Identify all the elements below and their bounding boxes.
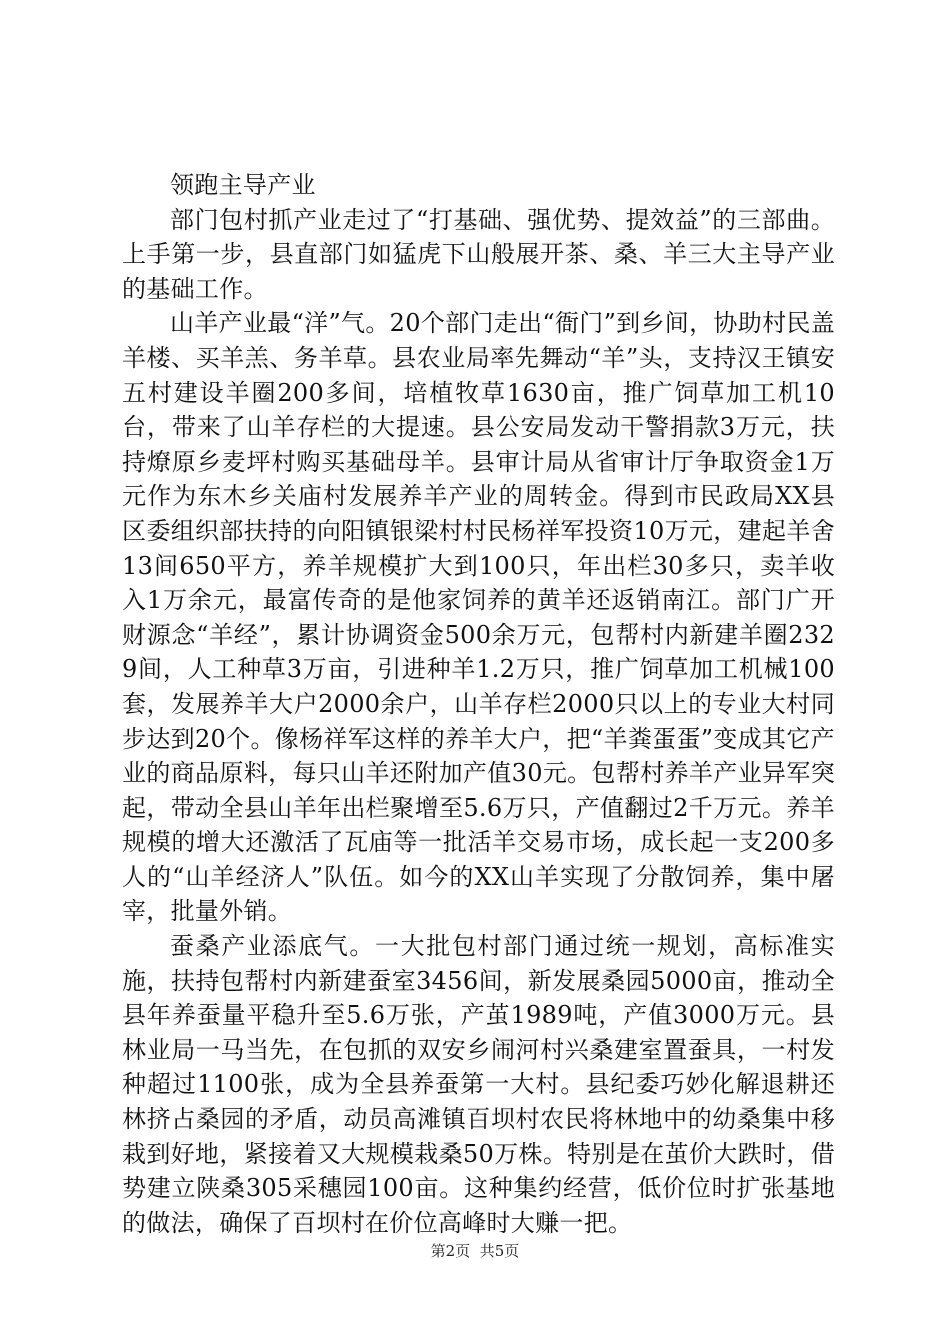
page-footer: [0, 1241, 950, 1261]
paragraph: 蚕桑产业添底气。一大批包村部门通过统一规划，高标准实施，扶持包帮村内新建蚕室3456间，新发展桑园5000亩，推动全县年养蚕量平稳升至5.6万张，产茧1989吨，产值3000万元。县林业局一马当先，在包抓的双安乡闹河村兴桑建室置蚕具，一村发种超过1100张，成为全县养蚕第一大村。县纪委巧妙化解退耕还林挤占桑园的矛盾，动员高滩镇百坝村农民将林地中的幼桑集中移栽到好地，紧接着又大规模栽桑50万株。特别是在茧价大跌时，借势建立陕桑305采穗园100亩。这种集约经营，低价位时扩张基地的做法，确保了百坝村在价位高峰时大赚一把。: [122, 932, 835, 1237]
paragraph: 山羊产业最“洋”气。20个部门走出“衙门”到乡间，协助村民盖羊楼、买羊羔、务羊草。县农业局率先舞动“羊”头，支持汉王镇安五村建设羊圈200多间，培植牧草1630亩，推广饲草加工机10台，带来了山羊存栏的大提速。县公安局发动干警捐款3万元，扶持燎原乡麦坪村购买基础母羊。县审计局从省审计厅争取资金1万元作为东木乡关庙村发展养羊产业的周转金。得到市民政局XX县区委组织部扶持的向阳镇银梁村村民杨祥军投资10万元，建起羊舍13间650平方，养羊规模扩大到100只，年出栏30多只，卖羊收入1万余元，最富传奇的是他家饲养的黄羊还返销南江。部门广开财源念“羊经”，累计协调资金500余万元，包帮村内新建羊圈2329间，人工种草3万亩，引进种羊1.2万只，推广饲草加工机械100套，发展养羊大户2000余户，山羊存栏2000只以上的专业大村同步达到20个。像杨祥军这样的养羊大户，把“羊粪蛋蛋”变成其它产业的商品原料，每只山羊还附加产值30元。包帮村养羊产业异军突起，带动全县山羊年出栏聚增至5.6万只，产值翻过2千万元。养羊规模的增大还激活了瓦庙等一批活羊交易市场，成长起一支200多人的“山羊经济人”队伍。如今的XX山羊实现了分散饲养，集中屠宰，批量外销。: [122, 309, 835, 926]
footer-gap: [470, 1242, 480, 1260]
page-number: 第2页: [430, 1242, 471, 1260]
document-body: [122, 168, 835, 1240]
paragraph: 部门包村抓产业走过了“打基础、强优势、提效益”的三部曲。上手第一步，县直部门如猛虎下山般展开茶、桑、羊三大主导产业的基础工作。: [122, 205, 835, 303]
section-heading: 领跑主导产业: [170, 171, 316, 199]
page-total: 共5页: [479, 1242, 520, 1260]
